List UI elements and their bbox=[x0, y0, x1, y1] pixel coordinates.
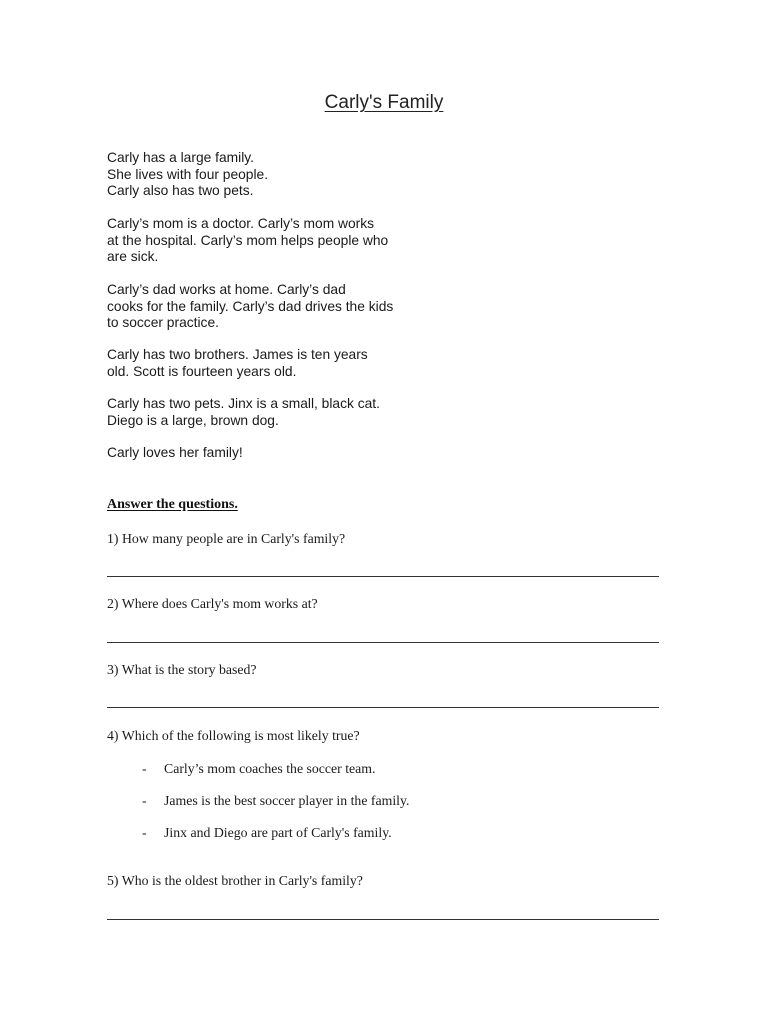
story-line: at the hospital. Carly’s mom helps people who bbox=[107, 232, 389, 248]
q4-option-1[interactable] bbox=[142, 761, 375, 777]
answer-line-5[interactable] bbox=[107, 919, 659, 920]
story-line: She lives with four people. bbox=[107, 166, 269, 182]
question-1: 1) How many people are in Carly's family? bbox=[107, 531, 346, 546]
question-2: 2) Where does Carly's mom works at? bbox=[107, 596, 318, 611]
answer-line-1[interactable] bbox=[107, 576, 659, 577]
q4-option-2[interactable] bbox=[142, 793, 409, 809]
story-line: are sick. bbox=[107, 249, 159, 264]
story-line: to soccer practice. bbox=[107, 315, 219, 330]
question-5: 5) Who is the oldest brother in Carly's family? bbox=[107, 873, 363, 888]
page-title: Carly's Family bbox=[324, 92, 444, 113]
story-line: Carly has a large family. bbox=[107, 150, 254, 165]
bullet-dash: - bbox=[142, 825, 147, 840]
story-paragraph-2 bbox=[107, 216, 437, 266]
story-line: Carly has two brothers. James is ten years bbox=[107, 347, 368, 362]
story-line: cooks for the family. Carly’s dad drives the kids bbox=[107, 298, 394, 314]
option-label: James is the best soccer player in the family. bbox=[164, 793, 410, 808]
answer-line-2[interactable] bbox=[107, 642, 659, 643]
story-paragraph-6 bbox=[107, 445, 437, 462]
q4-option-3[interactable] bbox=[142, 825, 392, 841]
question-3: 3) What is the story based? bbox=[107, 662, 257, 677]
story-line: Carly’s dad works at home. Carly’s dad bbox=[107, 282, 346, 297]
story-paragraph-5 bbox=[107, 396, 437, 429]
story-line: Diego is a large, brown dog. bbox=[107, 412, 279, 428]
story-line: Carly has two pets. Jinx is a small, black cat. bbox=[107, 396, 380, 411]
story-paragraph-4 bbox=[107, 347, 437, 380]
bullet-dash: - bbox=[142, 761, 147, 776]
option-label: Jinx and Diego are part of Carly's family. bbox=[164, 825, 392, 840]
bullet-dash: - bbox=[142, 793, 147, 808]
story-line: Carly also has two pets. bbox=[107, 183, 254, 198]
option-label: Carly’s mom coaches the soccer team. bbox=[164, 761, 376, 776]
answer-line-3[interactable] bbox=[107, 707, 659, 708]
questions-heading: Answer the questions. bbox=[107, 497, 238, 512]
story-paragraph-3 bbox=[107, 282, 437, 332]
story-line: old. Scott is fourteen years old. bbox=[107, 363, 297, 379]
story-paragraph-1 bbox=[107, 150, 437, 200]
question-4: 4) Which of the following is most likely true? bbox=[107, 728, 360, 743]
story-line: Carly’s mom is a doctor. Carly’s mom works bbox=[107, 216, 375, 231]
story-line: Carly loves her family! bbox=[107, 445, 243, 460]
